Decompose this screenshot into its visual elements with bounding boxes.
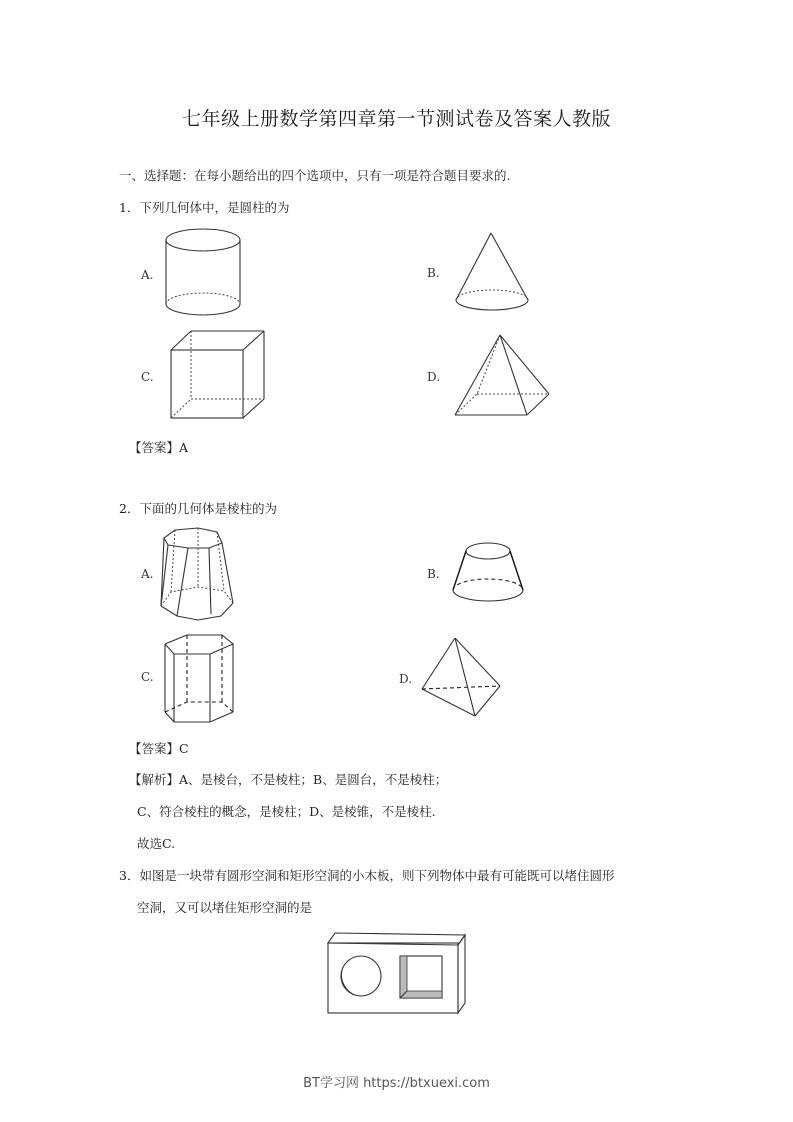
q2-analysis-line-3: 故选C. <box>137 836 176 851</box>
q2-option-a-label: A. <box>141 567 154 581</box>
square-pyramid-figure <box>452 332 557 420</box>
q1-option-d-label: D. <box>427 370 441 384</box>
hexagonal-prism-figure <box>162 632 242 727</box>
q2-answer: 【答案】C <box>129 741 189 756</box>
footer-watermark: BT学习网 https://btxuexi.com <box>303 1076 490 1091</box>
cone-figure <box>450 230 540 320</box>
section-heading: 一、选择题：在每小题给出的四个选项中，只有一项是符合题目要求的. <box>119 168 511 183</box>
q1-option-b-label: B. <box>427 266 440 280</box>
cube-figure <box>168 328 268 428</box>
wooden-board-figure <box>325 930 470 1015</box>
q2-analysis-line-2: C、符合棱柱的概念，是棱柱；D、是棱锥，不是棱柱. <box>137 804 436 819</box>
octagonal-frustum-figure <box>158 526 238 621</box>
question-3-stem-line-2: 空洞，又可以堵住矩形空洞的是 <box>137 900 313 915</box>
q1-option-a-label: A. <box>141 268 154 282</box>
q2-option-d-label: D. <box>399 672 413 686</box>
page-title: 七年级上册数学第四章第一节测试卷及答案人教版 <box>181 108 611 130</box>
cylinder-figure <box>160 226 250 321</box>
question-3-stem-line-1: 3．如图是一块带有圆形空洞和矩形空洞的小木板，则下列物体中最有可能既可以堵住圆形 <box>119 868 615 883</box>
triangular-pyramid-figure <box>420 636 505 721</box>
conical-frustum-figure <box>450 540 525 610</box>
q2-analysis-line-1: 【解析】A、是棱台，不是棱柱；B、是圆台，不是棱柱； <box>129 772 448 787</box>
q2-option-c-label: C. <box>141 670 154 684</box>
question-2-stem: 2．下面的几何体是棱柱的为 <box>119 501 277 516</box>
q2-option-b-label: B. <box>427 567 440 581</box>
question-1-stem: 1．下列几何体中，是圆柱的为 <box>119 200 290 215</box>
q1-option-c-label: C. <box>141 370 154 384</box>
q1-answer: 【答案】A <box>129 440 189 455</box>
